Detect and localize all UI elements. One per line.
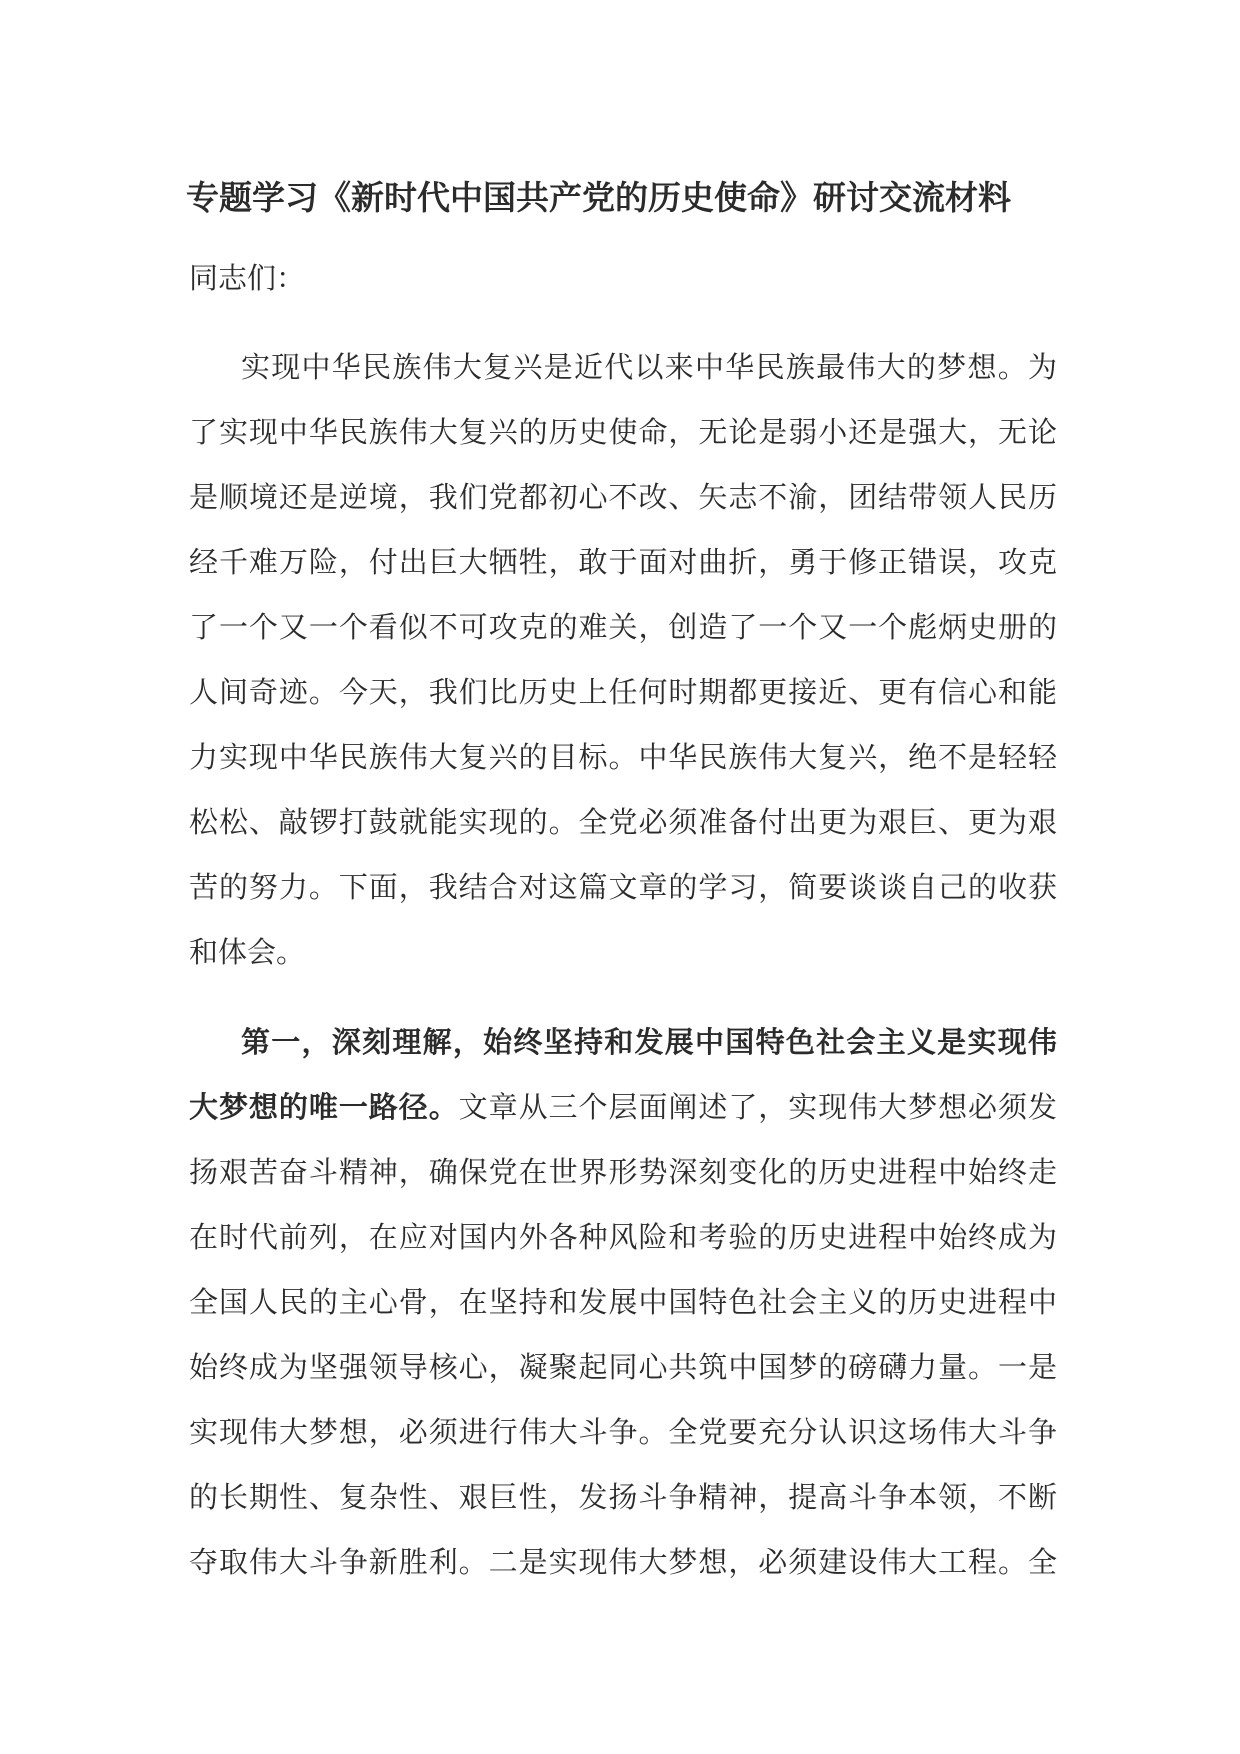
text-line [189, 1075, 1057, 1140]
text-line: 全国人民的主心骨，在坚持和发展中国特色社会主义的历史进程中 [189, 1285, 1057, 1319]
text-line: 是顺境还是逆境，我们党都初心不改、矢志不渝，团结带领人民历 [189, 480, 1057, 514]
text-line: 始终成为坚强领导核心，凝聚起同心共筑中国梦的磅礴力量。一是 [189, 1350, 1057, 1384]
text-line: 和体会。 [189, 935, 306, 969]
text-line: 了实现中华民族伟大复兴的历史使命，无论是弱小还是强大，无论 [189, 415, 1057, 449]
text-line-rest: 文章从三个层面阐述了，实现伟大梦想必须发 [458, 1090, 1057, 1124]
text-line: 的长期性、复杂性、艰巨性，发扬斗争精神，提高斗争本领，不断 [189, 1480, 1057, 1514]
text-line: 了一个又一个看似不可攻克的难关，创造了一个又一个彪炳史册的 [189, 610, 1057, 644]
text-line: 夺取伟大斗争新胜利。二是实现伟大梦想，必须建设伟大工程。全 [189, 1545, 1057, 1579]
text-line: 实现伟大梦想，必须进行伟大斗争。全党要充分认识这场伟大斗争 [189, 1415, 1057, 1449]
section-heading-line: 第一，深刻理解，始终坚持和发展中国特色社会主义是实现伟 [241, 1025, 1057, 1059]
text-line: 扬艰苦奋斗精神，确保党在世界形势深刻变化的历史进程中始终走 [189, 1155, 1057, 1189]
text-line: 在时代前列，在应对国内外各种风险和考验的历史进程中始终成为 [189, 1220, 1057, 1254]
text-line: 松松、敲锣打鼓就能实现的。全党必须准备付出更为艰巨、更为艰 [189, 805, 1057, 839]
section-heading-tail: 大梦想的唯一路径。 [189, 1090, 459, 1124]
text-line: 经千难万险，付出巨大牺牲，敢于面对曲折，勇于修正错误，攻克 [189, 545, 1057, 579]
text-line: 人间奇迹。今天，我们比历史上任何时期都更接近、更有信心和能 [189, 675, 1057, 709]
text-line: 实现中华民族伟大复兴是近代以来中华民族最伟大的梦想。为 [241, 350, 1057, 384]
salutation: 同志们： [189, 261, 306, 295]
text-line: 苦的努力。下面，我结合对这篇文章的学习，简要谈谈自己的收获 [189, 870, 1057, 904]
paragraph-first-point [189, 1010, 1057, 1595]
text-line: 力实现中华民族伟大复兴的目标。中华民族伟大复兴，绝不是轻轻 [189, 740, 1057, 774]
document-title: 专题学习《新时代中国共产党的历史使命》研讨交流材料 [186, 178, 1011, 217]
paragraph-introduction [189, 335, 1057, 985]
